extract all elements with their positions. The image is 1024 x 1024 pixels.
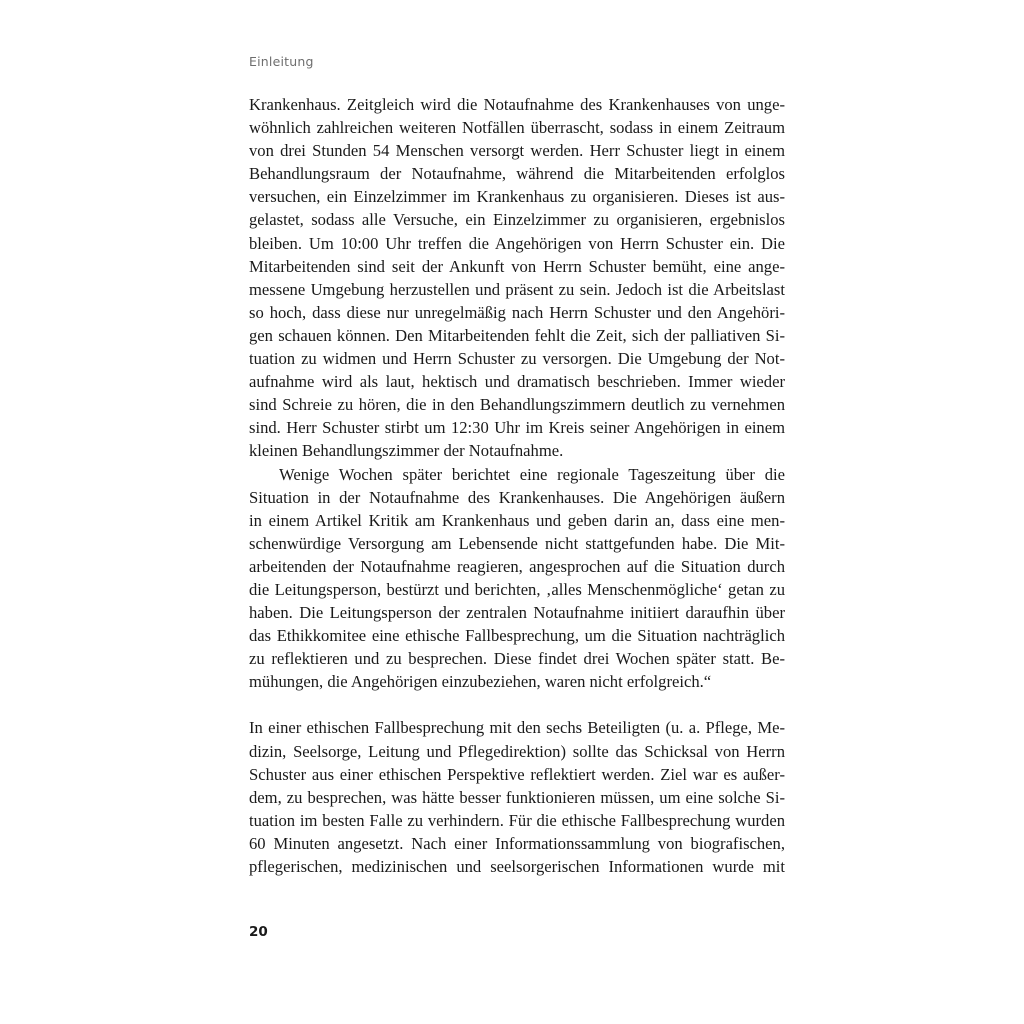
text-line: die Leitungsperson, bestürzt und berichten, ‚alles Menschenmögliche‘ getan zu bbox=[249, 579, 785, 599]
text-line: pflegerischen, medizinischen und seelsorgerischen Informationen wurde mit bbox=[249, 857, 785, 876]
text-line: schenwürdige Versorgung am Lebensende nicht stattgefunden habe. Die Mit- bbox=[249, 533, 785, 553]
text-line: Wenige Wochen später berichtet eine regionale Tageszeitung über die bbox=[279, 464, 785, 484]
text-line: tuation zu widmen und Herrn Schuster zu versorgen. Die Umgebung der Not- bbox=[249, 349, 785, 369]
text-line: arbeitenden der Notaufnahme reagieren, angesprochen auf die Situation durch bbox=[249, 556, 785, 576]
text-line: Krankenhaus. Zeitgleich wird die Notaufnahme des Krankenhauses von unge- bbox=[249, 95, 785, 114]
text-line: aufnahme wird als laut, hektisch und dramatisch beschrieben. Immer wieder bbox=[249, 372, 785, 392]
text-line: messene Umgebung herzustellen und präsent zu sein. Jedoch ist die Arbeitslast bbox=[249, 279, 785, 299]
text-line: Behandlungsraum der Notaufnahme, während die Mitarbeitenden erfolglos bbox=[249, 164, 785, 184]
text-line: das Ethikkomitee eine ethische Fallbesprechung, um die Situation nachträglich bbox=[249, 626, 785, 646]
text-line: tuation im besten Falle zu verhindern. Für die ethische Fallbesprechung wurden bbox=[249, 810, 785, 830]
text-line: in einem Artikel Kritik am Krankenhaus und geben darin an, dass eine men- bbox=[249, 510, 785, 530]
text-line: Schuster aus einer ethischen Perspektive reflektiert werden. Ziel war es außer- bbox=[249, 764, 785, 784]
text-line: versuchen, ein Einzelzimmer im Krankenhaus zu organisieren. Dieses ist aus- bbox=[249, 187, 785, 207]
text-line: so hoch, dass diese nur unregelmäßig nach Herrn Schuster und den Angehöri- bbox=[249, 302, 785, 322]
text-line: dizin, Seelsorge, Leitung und Pflegedirektion) sollte das Schicksal von Herrn bbox=[249, 741, 785, 761]
body-text bbox=[249, 93, 785, 878]
text-line: sind Schreie zu hören, die in den Behandlungszimmern deutlich zu vernehmen bbox=[249, 395, 785, 415]
text-line: sind. Herr Schuster stirbt um 12:30 Uhr im Kreis seiner Angehörigen in einem bbox=[249, 418, 785, 438]
quote-paragraph-2 bbox=[249, 463, 785, 694]
text-line: 60 Minuten angesetzt. Nach einer Informationssammlung von biografischen, bbox=[249, 833, 785, 853]
text-line: Situation in der Notaufnahme des Krankenhauses. Die Angehörigen äußern bbox=[249, 487, 785, 507]
text-line: In einer ethischen Fallbesprechung mit den sechs Beteiligten (u. a. Pflege, Me- bbox=[249, 718, 785, 738]
running-head: Einleitung bbox=[249, 54, 314, 69]
page-number: 20 bbox=[249, 924, 268, 940]
text-line: bleiben. Um 10:00 Uhr treffen die Angehörigen von Herrn Schuster ein. Die bbox=[249, 233, 785, 253]
paragraph-3 bbox=[249, 716, 785, 878]
text-line: Mitarbeitenden sind seit der Ankunft von Herrn Schuster bemüht, eine ange- bbox=[249, 256, 785, 276]
text-line: mühungen, die Angehörigen einzubeziehen, waren nicht erfolgreich.“ bbox=[249, 672, 712, 692]
text-line: haben. Die Leitungsperson der zentralen Notaufnahme initiiert daraufhin über bbox=[249, 603, 785, 623]
text-line: zu reflektieren und zu besprechen. Diese findet drei Wochen später statt. Be- bbox=[249, 649, 785, 669]
quote-paragraph-1 bbox=[249, 93, 785, 463]
text-line: von drei Stunden 54 Menschen versorgt werden. Herr Schuster liegt in einem bbox=[249, 141, 785, 161]
text-line: gelastet, sodass alle Versuche, ein Einzelzimmer zu organisieren, ergebnislos bbox=[249, 210, 785, 230]
text-line: wöhnlich zahlreichen weiteren Notfällen überrascht, sodass in einem Zeitraum bbox=[249, 118, 785, 138]
text-line: dem, zu besprechen, was hätte besser funktionieren müssen, um eine solche Si- bbox=[249, 787, 785, 807]
text-line: gen schauen können. Den Mitarbeitenden fehlt die Zeit, sich der palliativen Si- bbox=[249, 325, 785, 345]
paragraph-gap bbox=[249, 693, 785, 716]
text-line: kleinen Behandlungszimmer der Notaufnahme. bbox=[249, 441, 564, 461]
